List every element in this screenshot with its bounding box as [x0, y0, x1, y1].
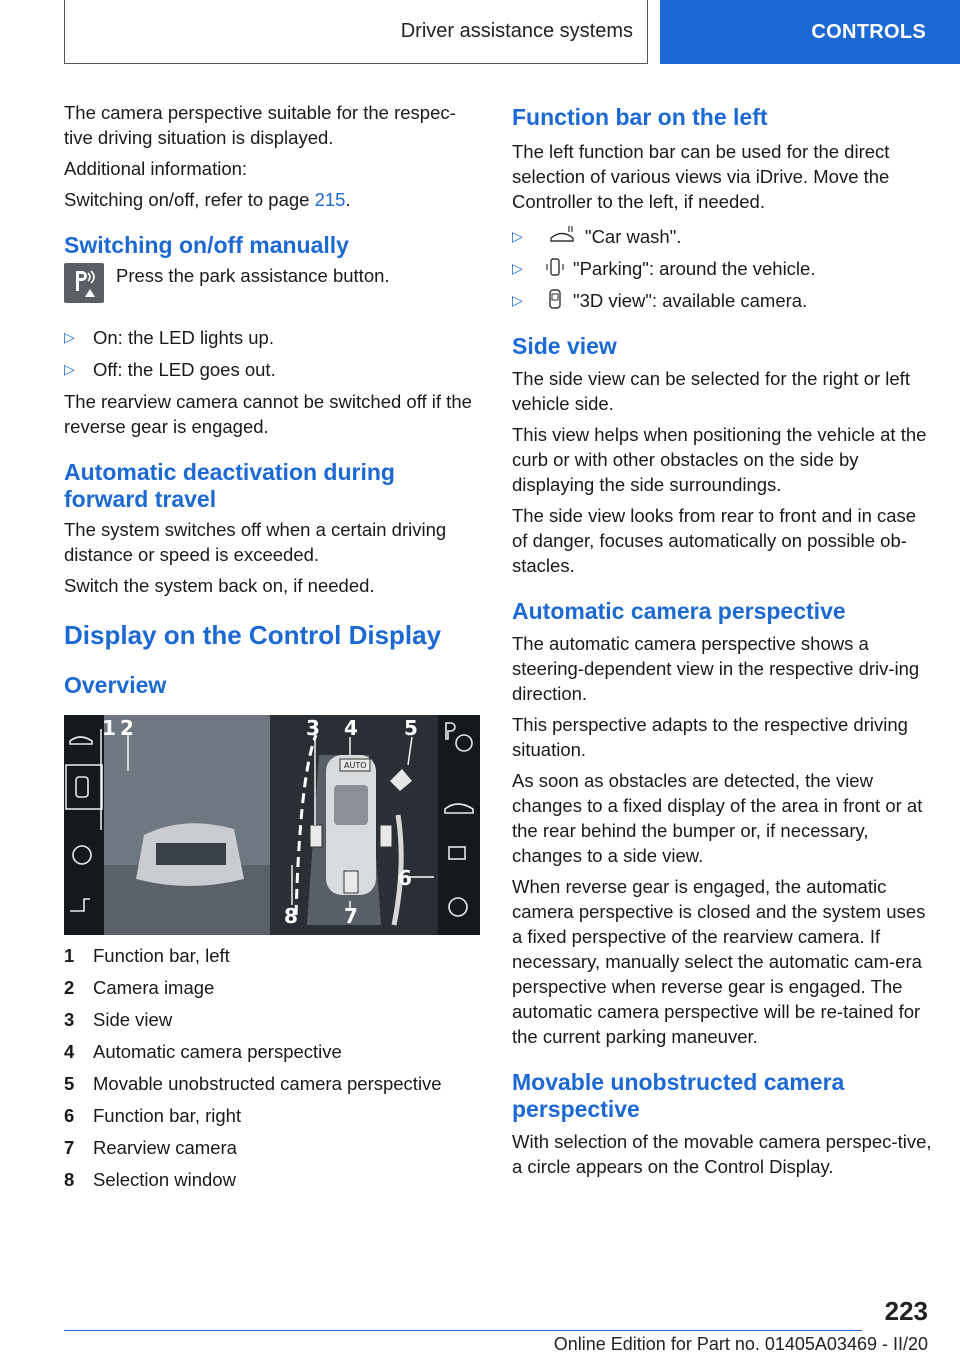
legend-item: [64, 1135, 480, 1160]
legend-text: Selection window: [93, 1169, 236, 1190]
additional-info-label: Additional information:: [64, 158, 248, 179]
reference-prefix: Switching on/off, refer to page: [64, 189, 315, 210]
auto-camera-text-2: This perspective adapts to the respective driving situation.: [512, 714, 908, 760]
left-column: [64, 100, 480, 1199]
figure-label-8: 8: [284, 904, 298, 928]
auto-camera-text-3: As soon as obstacles are detected, the view changes to a fixed display of the area in front or at the rear behind the bumper or, if necessary, changes to a side view.: [512, 770, 923, 866]
legend-number: 1: [64, 945, 75, 966]
legend-item: [64, 1039, 480, 1064]
triangle-bullet-icon: ▷: [64, 361, 75, 377]
bullet-text: "Car wash".: [585, 226, 682, 247]
bullet-led-off: [64, 357, 480, 382]
page-number: 223: [884, 1296, 928, 1326]
page-link-215[interactable]: 215: [314, 189, 346, 210]
heading-movable-camera: Movable unobstructed camera perspective: [512, 1069, 845, 1122]
bullet-text: Off: the LED goes out.: [93, 359, 276, 380]
legend-number: 5: [64, 1073, 75, 1094]
header-chapter-tab[interactable]: [660, 0, 960, 64]
side-view-text-3: The side view looks from rear to front and in case of danger, focuses automatically on possible ob-stacles.: [512, 505, 917, 576]
legend-text: Rearview camera: [93, 1137, 237, 1158]
triangle-bullet-icon: ▷: [64, 329, 75, 345]
legend-text: Side view: [93, 1009, 173, 1030]
legend-text: Function bar, right: [93, 1105, 242, 1126]
auto-camera-text-1: The automatic camera perspective shows a steering-dependent view in the respective driv-ing direction.: [512, 633, 920, 704]
legend-item: [64, 1103, 480, 1128]
legend-item: [64, 1007, 480, 1032]
bullet-text: "Parking": around the vehicle.: [573, 258, 816, 279]
auto-camera-text-4: When reverse gear is engaged, the automatic camera perspective is closed and the system uses a fixed perspective of the rearview camera. If necessary, manually select the automatic cam-era perspective when reverse gear is engaged. The automatic camera perspective will be re-tained for the current parking maneuver.: [512, 876, 926, 1047]
figure-label-3: 3: [306, 716, 320, 740]
bullet-led-on: [64, 325, 480, 350]
intro-paragraph: The camera perspective suitable for the respec-tive driving situation is displayed.: [64, 102, 456, 148]
header-section-title: [64, 0, 648, 64]
triangle-bullet-icon: ▷: [512, 292, 523, 308]
chapter-title: CONTROLS: [811, 20, 926, 43]
figure-label-4: 4: [344, 716, 358, 740]
right-function-bar: [438, 715, 480, 935]
heading-control-display: Display on the Control Display: [64, 620, 442, 650]
camera-overview-figure: [64, 715, 480, 935]
park-assist-text: Press the park assistance button.: [116, 265, 390, 286]
bullet-text: "3D view": available camera.: [573, 290, 808, 311]
right-column: [512, 104, 932, 1185]
side-view-text-2: This view helps when positioning the vehicle at the curb or with other obstacles on the side by displaying the side surroundings.: [512, 424, 927, 495]
camera-overview-illustration: [64, 715, 480, 935]
heading-side-view: Side view: [512, 333, 617, 359]
figure-label-2: 2: [120, 716, 134, 740]
parking-view-icon: [545, 256, 565, 278]
car-wash-icon: [547, 224, 577, 244]
bullet-3d-view: [512, 288, 932, 313]
legend-number: 8: [64, 1169, 75, 1190]
legend-number: 6: [64, 1105, 75, 1126]
legend-number: 7: [64, 1137, 75, 1158]
auto-label: AUTO: [344, 761, 367, 770]
reference-suffix: .: [345, 189, 351, 210]
figure-label-1: 1: [102, 716, 116, 740]
heading-auto-deactivation: Automatic deactivation during forward travel: [64, 459, 395, 512]
bullet-car-wash: [512, 224, 932, 249]
triangle-bullet-icon: ▷: [512, 228, 523, 244]
legend-number: 2: [64, 977, 75, 998]
figure-label-7: 7: [344, 904, 358, 928]
legend-item: [64, 1167, 480, 1192]
legend-item: [64, 943, 480, 968]
deactivation-text: The system switches off when a certain driving distance or speed is exceeded.: [64, 519, 447, 565]
3d-view-icon: [545, 288, 565, 310]
rearview-note: The rearview camera cannot be switched off if the reverse gear is engaged.: [64, 391, 472, 437]
legend-number: 3: [64, 1009, 75, 1030]
legend-number: 4: [64, 1041, 75, 1062]
legend-item: [64, 1071, 480, 1096]
legend-text: Function bar, left: [93, 945, 230, 966]
legend-text: Camera image: [93, 977, 215, 998]
bullet-text: On: the LED lights up.: [93, 327, 274, 348]
park-assist-row: [64, 263, 480, 303]
switching-reference: [64, 187, 480, 212]
section-title: Driver assistance systems: [400, 20, 633, 42]
movable-camera-text: With selection of the movable camera perspec-tive, a circle appears on the Control Display.: [512, 1131, 932, 1177]
heading-function-bar-left: Function bar on the left: [512, 104, 768, 130]
heading-auto-camera: Automatic camera perspective: [512, 598, 846, 624]
bullet-parking: [512, 256, 932, 281]
switch-back-text: Switch the system back on, if needed.: [64, 575, 375, 596]
heading-overview: Overview: [64, 672, 167, 698]
side-view-text-1: The side view can be selected for the right or left vehicle side.: [512, 368, 910, 414]
figure-label-5: 5: [404, 716, 418, 740]
park-assist-button-icon: [64, 263, 104, 303]
footer-divider: [64, 1330, 862, 1331]
figure-label-6: 6: [398, 866, 412, 890]
figure-legend: [64, 943, 480, 1192]
legend-item: [64, 975, 480, 1000]
heading-switching-manually: Switching on/off manually: [64, 232, 349, 258]
edition-info: Online Edition for Part no. 01405A03469 - II/20: [553, 1334, 928, 1354]
legend-text: Automatic camera perspective: [93, 1041, 342, 1062]
function-bar-text: The left function bar can be used for the direct selection of various views via iDrive. Move the Controller to the left, if needed.: [512, 141, 890, 212]
triangle-bullet-icon: ▷: [512, 260, 523, 276]
legend-text: Movable unobstructed camera perspective: [93, 1073, 442, 1094]
